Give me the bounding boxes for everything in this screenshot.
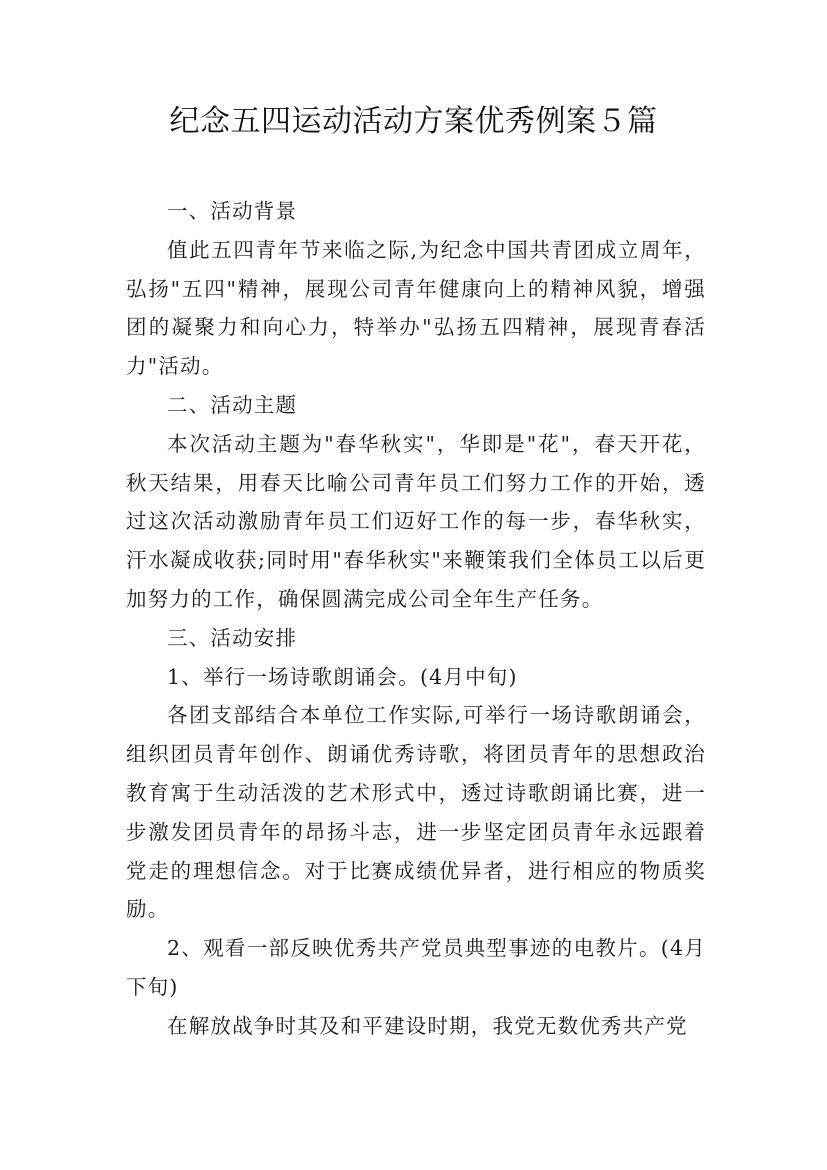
section-heading-background: 一、活动背景 xyxy=(167,199,298,223)
paragraph-theme: 本次活动主题为"春华秋实"，华即是"花"，春天开花，秋天结果，用春天比喻公司青年员工们努力工作的开始，透过这次活动激励青年员工们迈好工作的每一步，春华秋实，汗水凝成收获;同时用"春华秋实"来鞭策我们全体员工以后更加努力的工作，确保圆满完成公司全年生产任务。 xyxy=(126,431,706,611)
section-heading-theme: 二、活动主题 xyxy=(167,392,298,417)
paragraph-background: 值此五四青年节来临之际,为纪念中国共青团成立周年，弘扬"五四"精神，展现公司青年健康向上的精神风貌，增强团的凝聚力和向心力，特举办"弘扬五四精神，展现青春活力"活动。 xyxy=(126,237,706,379)
item-heading-poetry: 1、举行一场诗歌朗诵会。(4月中旬) xyxy=(167,664,518,689)
document-title: 纪念五四运动活动方案优秀例案５篇 xyxy=(169,104,658,139)
paragraph-poetry: 各团支部结合本单位工作实际,可举行一场诗歌朗诵会，组织团员青年创作、朗诵优秀诗歌，将团员青年的思想政治教育寓于生动活泼的艺术形式中，透过诗歌朗诵比赛，进一步激发团员青年的昂扬斗志，进一步坚定团员青年永远跟着党走的理想信念。对于比赛成绩优异者，进行相应的物质奖励。 xyxy=(126,703,706,922)
paragraph-film: 在解放战争时其及和平建设时期，我党无数优秀共产党 xyxy=(167,1013,688,1038)
document-body xyxy=(126,192,706,1046)
section-heading-arrangement: 三、活动安排 xyxy=(167,625,298,650)
item-heading-film: 2、观看一部反映优秀共产党员典型事迹的电教片。(4月下旬) xyxy=(126,936,706,999)
